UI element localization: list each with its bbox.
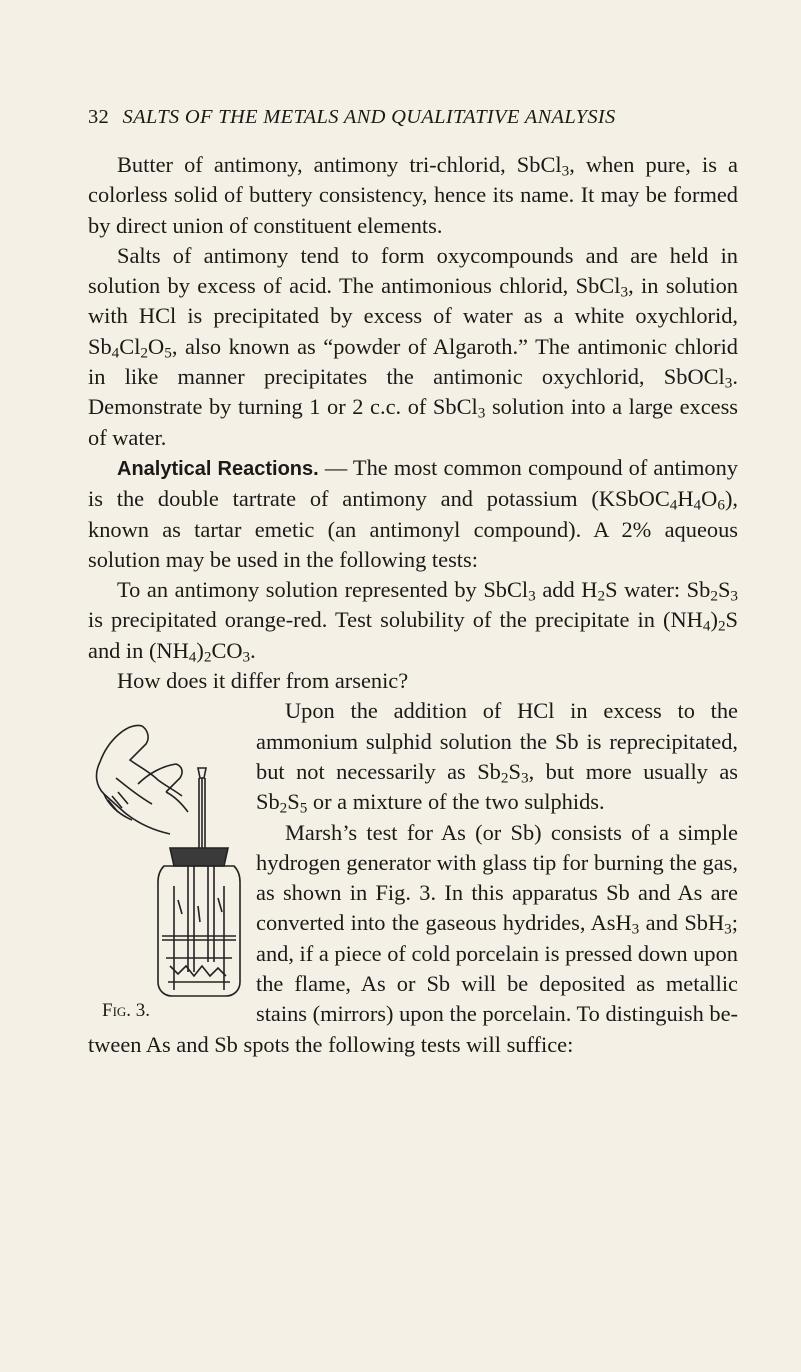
running-title: SALTS OF THE METALS AND QUALITATIVE ANALYSIS bbox=[122, 106, 616, 128]
paragraph-hcl-ammonium: Upon the addition of HCl in excess to the ammonium sulphid solution the Sb is reprecipitated, but not necessarily as $Sb_2S_3$, but more usually as $Sb_2S_5$ or a mixture of the two sulphids. bbox=[256, 698, 738, 817]
paragraph-h2s-test: To an antimony solution represented by SbCl$_3$ add $H_2S$ water: $Sb_2S_3$ is precipitated orange-red. Test solubility of the precipitate in $(NH_4)_2S$ and in $(NH_4)_2CO_3$. bbox=[88, 577, 738, 666]
figure-3 bbox=[78, 700, 256, 1025]
paragraph-oxycompounds: Salts of antimony tend to form oxycompounds and are held in solution by excess of acid. The antimonious chlorid, SbCl$_3$, in solution with HCl is precipitated by excess of water as a white oxychlorid, $Sb_4Cl_2O_5$, also known as “powder of Algaroth.” The antimonic chlorid in like manner precipitates the antimonic oxychlorid, SbOCl$_3$. Demonstrate by turning 1 or 2 c.c. of SbCl$_3$ solution into a large excess of water. bbox=[88, 242, 739, 450]
paragraph-analytical-reactions: Analytical Reactions. — The most common compound of antimony is the double tartrate of antimony and potassium $(KSbOC_4H_4O_6)$, known as tartar emetic (an antimonyl compound). A 2% aqueous solution may be used in the following tests: bbox=[88, 454, 738, 572]
marsh-apparatus-illustration bbox=[78, 700, 256, 1000]
paragraph-arsenic-question: How does it differ from arsenic? bbox=[117, 668, 409, 694]
paragraph-marsh-test: Marsh’s test for As (or Sb) consists of a simple hydrogen generator with glass tip for burning the gas, as shown in Fig. 3. In this apparatus Sb and As are converted into the gaseous hydrides, AsH$_3$ and SbH$_3$; and, if a piece of cold porcelain is pressed down upon the flame, As or Sb will be deposited as metallic stains (mirrors) upon the porcelain. To distinguish between As and Sb spots the following tests will suffice: bbox=[88, 819, 738, 1057]
paragraph-butter-of-antimony: Butter of antimony, antimony tri-chlorid, SbCl$_3$, when pure, is a colorless solid of buttery consistency, hence its name. It may be formed by direct union of constituent elements. bbox=[88, 152, 738, 238]
running-header bbox=[88, 106, 616, 129]
page-number: 32 bbox=[88, 106, 110, 128]
page-body bbox=[88, 150, 738, 1060]
figure-caption: Fig. 3. bbox=[102, 1000, 151, 1022]
section-heading: Analytical Reactions. bbox=[117, 457, 319, 480]
